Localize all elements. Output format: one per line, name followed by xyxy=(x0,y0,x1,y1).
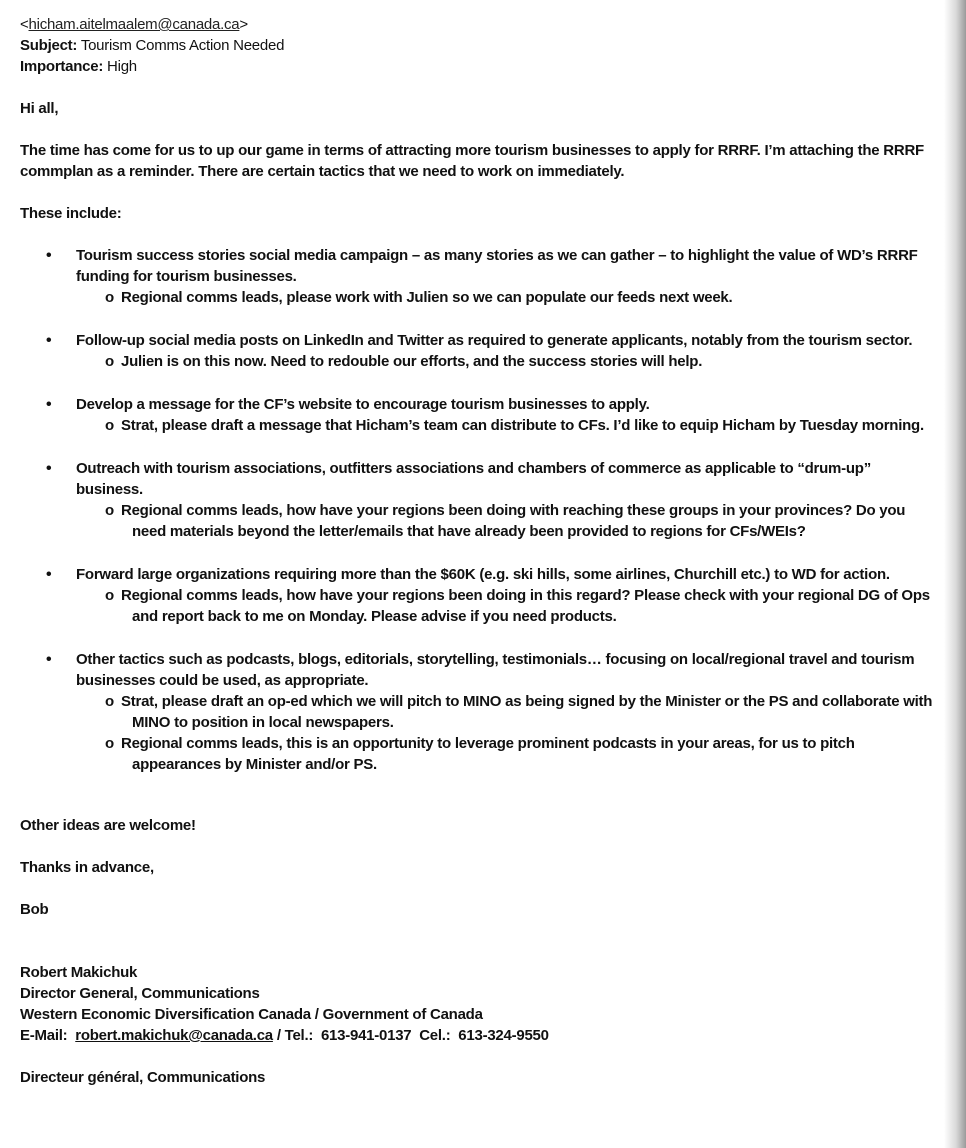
sub-list-item xyxy=(76,287,935,308)
importance-line xyxy=(20,56,935,77)
signature-name: Robert Makichuk xyxy=(20,964,138,981)
signature-contact xyxy=(20,1025,935,1046)
sub-list xyxy=(76,691,935,775)
signature-title-fr: Directeur général, Communications xyxy=(20,1069,266,1086)
sub-list-item xyxy=(76,500,935,542)
list-item xyxy=(20,458,935,542)
signature-phones: / Tel.: 613-941-0137 Cel.: 613-324-9550 xyxy=(272,1027,549,1044)
from-line: <hicham.aitelmaalem@canada.ca> xyxy=(20,16,248,33)
tactic-text: Develop a message for the CF’s website to encourage tourism businesses to apply. xyxy=(76,396,650,413)
sub-list-item xyxy=(76,585,935,627)
sub-item-text: Strat, please draft an op-ed which we will pitch to MINO as being signed by the Minister or the PS and collaborate with MINO to position in local newspapers. xyxy=(121,693,933,731)
tactics-list xyxy=(20,245,935,775)
sub-list-item xyxy=(76,691,935,733)
sub-item-text: Regional comms leads, how have your regions been doing in this regard? Please check with your regional DG of Ops and report back to me on Monday. Please advise if you need products. xyxy=(121,587,930,625)
thanks-line: Thanks in advance, xyxy=(20,859,154,876)
subject-value: Tourism Comms Action Needed xyxy=(80,37,285,54)
sub-list xyxy=(76,351,935,372)
subject-label: Subject: xyxy=(20,37,78,54)
other-ideas: Other ideas are welcome! xyxy=(20,817,196,834)
sub-list xyxy=(76,585,935,627)
importance-label: Importance: xyxy=(20,58,104,75)
sub-list xyxy=(76,287,935,308)
list-item xyxy=(20,245,935,308)
sign-off: Bob xyxy=(20,901,49,918)
tactic-text: Other tactics such as podcasts, blogs, editorials, storytelling, testimonials… focusing on local/regional travel and tourism businesses could be used, as appropriate. xyxy=(76,651,915,689)
these-include: These include: xyxy=(20,205,122,222)
sub-bullet-icon: o xyxy=(105,502,114,519)
tactic-text: Forward large organizations requiring more than the $60K (e.g. ski hills, some airlines, Churchill etc.) to WD for action. xyxy=(76,566,890,583)
importance-value: High xyxy=(107,58,137,75)
sub-bullet-icon: o xyxy=(105,353,114,370)
subject-line xyxy=(20,35,935,56)
email-document xyxy=(20,14,935,1088)
sub-list-item xyxy=(76,415,935,436)
intro-paragraph: The time has come for us to up our game in terms of attracting more tourism businesses to apply for RRRF. I’m attaching the RRRF commplan as a reminder. There are certain tactics that we need to work on immediately. xyxy=(20,142,924,180)
tactic-text: Outreach with tourism associations, outfitters associations and chambers of commerce as applicable to “drum-up” business. xyxy=(76,460,871,498)
sub-item-text: Strat, please draft a message that Hicham’s team can distribute to CFs. I’d like to equip Hicham by Tuesday morning. xyxy=(121,417,924,434)
greeting: Hi all, xyxy=(20,100,59,117)
sub-list xyxy=(76,415,935,436)
sub-item-text: Regional comms leads, please work with Julien so we can populate our feeds next week. xyxy=(121,289,733,306)
signature-org: Western Economic Diversification Canada / Government of Canada xyxy=(20,1006,483,1023)
list-item xyxy=(20,330,935,372)
sub-bullet-icon: o xyxy=(105,417,114,434)
sub-list-item xyxy=(76,733,935,775)
list-item xyxy=(20,564,935,627)
email-label: E-Mail: xyxy=(20,1027,68,1044)
signature-block xyxy=(20,962,935,1088)
sub-list xyxy=(76,500,935,542)
page-edge-shadow xyxy=(944,0,966,1148)
from-email-link[interactable]: hicham.aitelmaalem@canada.ca xyxy=(28,16,240,33)
tactic-text: Tourism success stories social media campaign – as many stories as we can gather – to highlight the value of WD’s RRRF funding for tourism businesses. xyxy=(76,247,918,285)
signature-title: Director General, Communications xyxy=(20,985,260,1002)
sub-bullet-icon: o xyxy=(105,587,114,604)
sub-bullet-icon: o xyxy=(105,693,114,710)
list-item xyxy=(20,649,935,775)
tactic-text: Follow-up social media posts on LinkedIn and Twitter as required to generate applicants, notably from the tourism sector. xyxy=(76,332,913,349)
sub-bullet-icon: o xyxy=(105,289,114,306)
sub-item-text: Regional comms leads, this is an opportunity to leverage prominent podcasts in your areas, for us to pitch appearances by Minister and/or PS. xyxy=(121,735,855,773)
list-item xyxy=(20,394,935,436)
signature-email-link[interactable]: robert.makichuk@canada.ca xyxy=(75,1027,273,1044)
sub-item-text: Regional comms leads, how have your regions been doing with reaching these groups in your provinces? Do you need materials beyond the letter/emails that have already been provided to regions for CFs/WEIs? xyxy=(121,502,906,540)
sub-item-text: Julien is on this now. Need to redouble our efforts, and the success stories will help. xyxy=(121,353,703,370)
sub-list-item xyxy=(76,351,935,372)
sub-bullet-icon: o xyxy=(105,735,114,752)
